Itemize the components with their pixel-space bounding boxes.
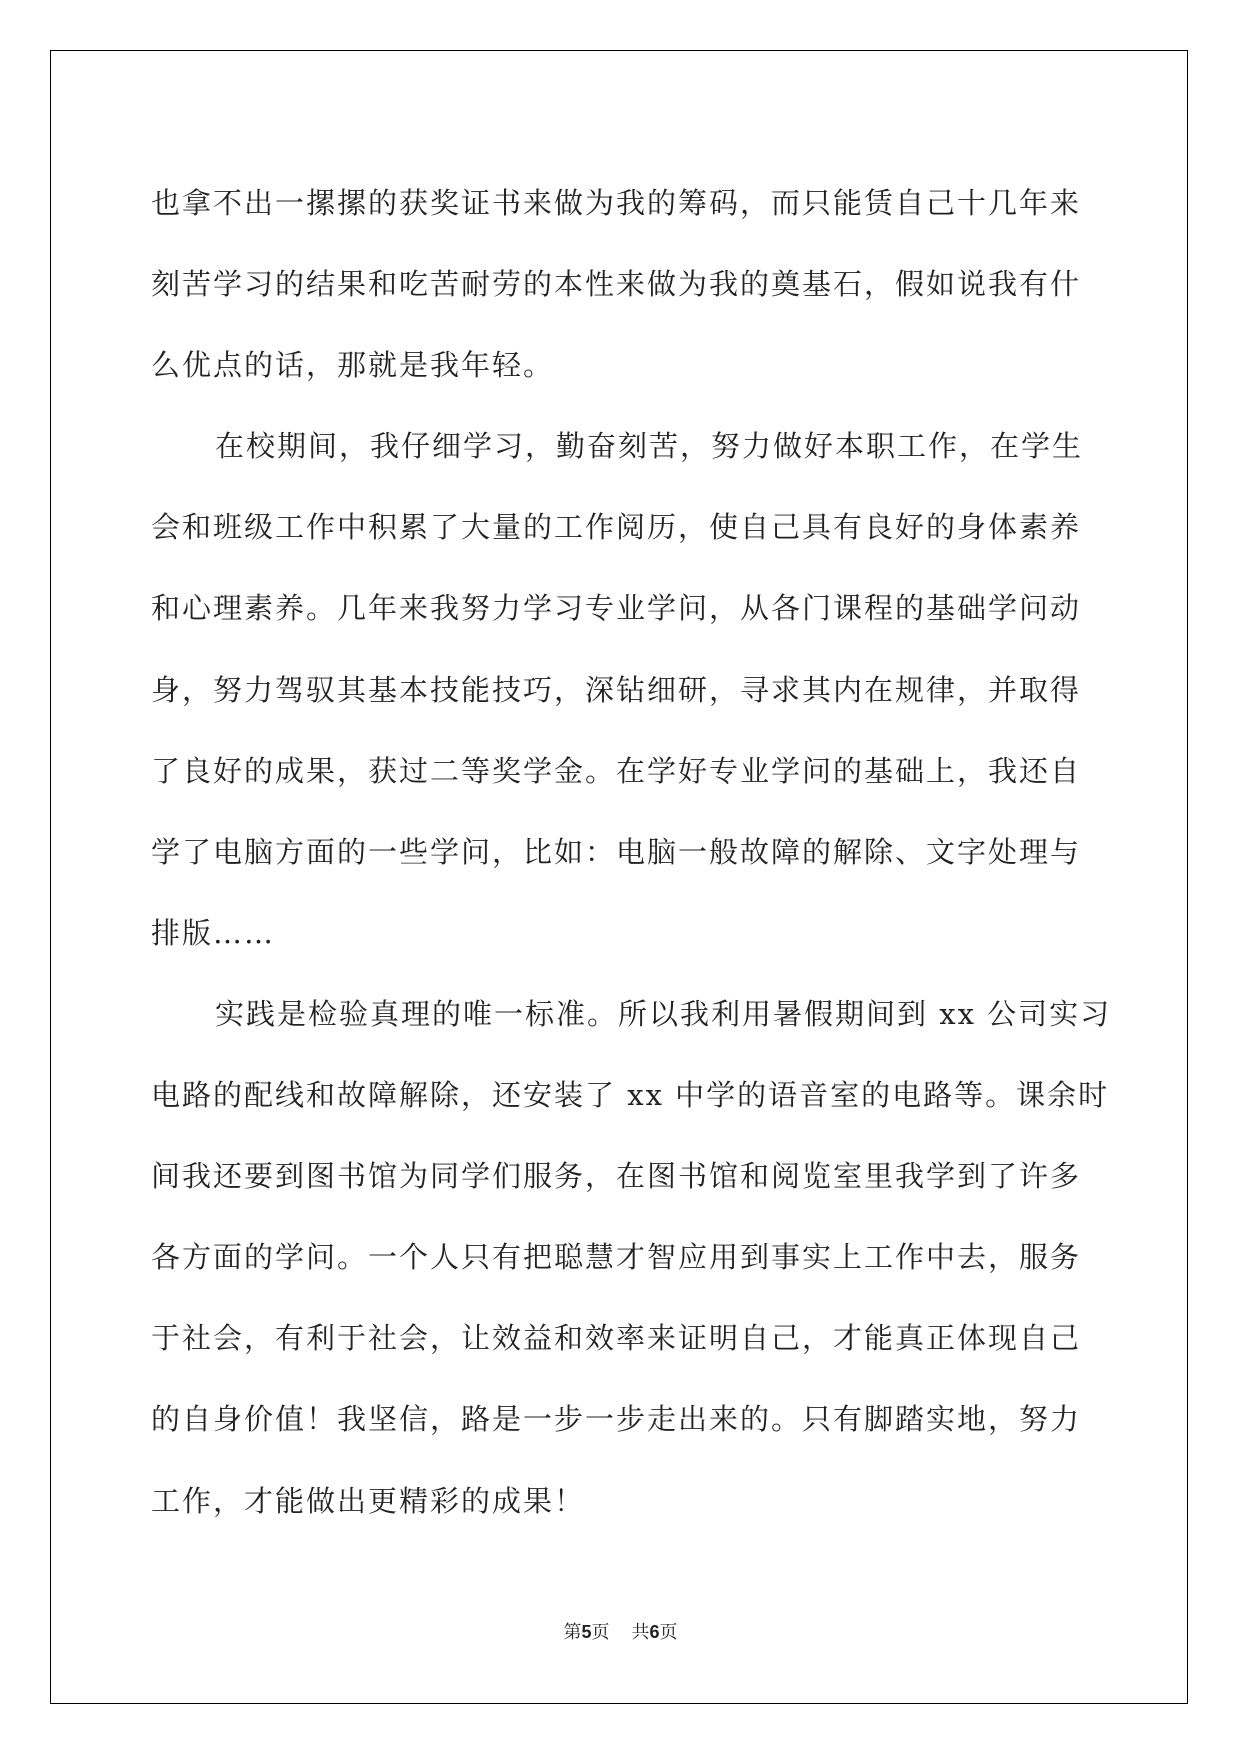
text-line: 于社会，有利于社会，让效益和效率来证明自己，才能真正体现自己	[151, 1321, 1082, 1356]
text-line: 了良好的成果，获过二等奖学金。在学好专业学问的基础上，我还自	[151, 753, 1082, 788]
total-prefix: 共	[631, 1622, 650, 1643]
text-line: 和心理素养。几年来我努力学习专业学问，从各门课程的基础学问动	[151, 591, 1082, 626]
text-line: 么优点的话，那就是我年轻。	[151, 348, 555, 383]
text-line: 排版……	[151, 915, 276, 950]
page-suffix: 页	[591, 1622, 610, 1643]
total-pages: 6	[649, 1622, 660, 1642]
page-footer	[0, 1618, 1241, 1644]
page-prefix: 第	[563, 1622, 582, 1643]
text-line: 间我还要到图书馆为同学们服务，在图书馆和阅览室里我学到了许多	[151, 1159, 1082, 1194]
text-line: 刻苦学习的结果和吃苦耐劳的本性来做为我的奠基石，假如说我有什	[151, 267, 1082, 302]
text-line: 会和班级工作中积累了大量的工作阅历，使自己具有良好的身体素养	[151, 510, 1082, 545]
document-body	[151, 163, 1112, 1542]
text-line: 学了电脑方面的一些学问，比如：电脑一般故障的解除、文字处理与	[151, 834, 1082, 869]
text-line: 工作，才能做出更精彩的成果！	[151, 1483, 586, 1518]
text-line: 电路的配线和故障解除，还安装了 xx 中学的语音室的电路等。课余时	[151, 1078, 1110, 1113]
text-line: 各方面的学问。一个人只有把聪慧才智应用到事实上工作中去，服务	[151, 1240, 1082, 1275]
text-line: 也拿不出一摞摞的获奖证书来做为我的筹码，而只能赁自己十几年来	[151, 186, 1082, 220]
text-line: 身，努力驾驭其基本技能技巧，深钻细研，寻求其内在规律，并取得	[151, 672, 1082, 707]
paragraph-start-line: 实践是检验真理的唯一标准。所以我利用暑假期间到 xx 公司实习	[215, 996, 1112, 1031]
paragraph-start-line: 在校期间，我仔细学习，勤奋刻苦，努力做好本职工作，在学生	[215, 429, 1084, 464]
text-line: 的自身价值！我坚信，路是一步一步走出来的。只有脚踏实地，努力	[151, 1402, 1082, 1437]
total-suffix: 页	[659, 1622, 678, 1643]
page-number: 5	[581, 1622, 592, 1642]
